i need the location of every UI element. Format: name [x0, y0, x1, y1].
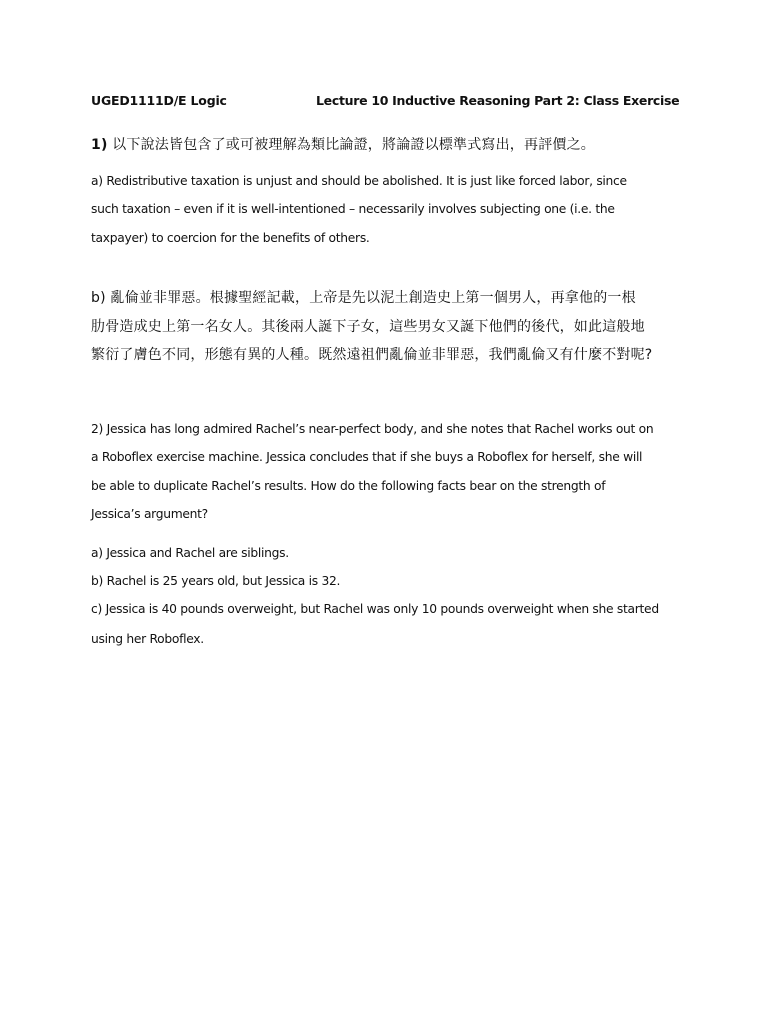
question-1-text: 以下說法皆包含了或可被理解為類比論證，將論證以標準式寫出，再評價之。: [112, 137, 596, 153]
question-2-line-2: a Roboflex exercise machine. Jessica concludes that if she buys a Roboflex for herself, she will: [91, 450, 643, 464]
document-header: [91, 93, 691, 113]
question-1-number: 1): [91, 137, 108, 153]
question-1a-line-2: such taxation – even if it is well-intentioned – necessarily involves subjecting one (i.e. the: [91, 202, 615, 216]
question-2-line-1: [91, 422, 653, 436]
question-1-prompt: [91, 134, 595, 154]
question-2b: b) Rachel is 25 years old, but Jessica is 32.: [91, 574, 341, 588]
question-1a-line-1: [91, 174, 627, 188]
question-2-line-3: be able to duplicate Rachel’s results. How do the following facts bear on the strength of: [91, 479, 606, 493]
question-1b-line-2: 肋骨造成史上第一名女人。其後兩人誕下子女，這些男女又誕下他們的後代，如此這般地: [91, 319, 645, 335]
question-1b-line-1: [91, 287, 636, 307]
question-1a-label: a): [91, 174, 103, 188]
question-2-line-4: Jessica’s argument?: [91, 507, 208, 521]
question-2a: a) Jessica and Rachel are siblings.: [91, 546, 289, 560]
question-1b-line-3: 繁衍了膚色不同，形態有異的人種。既然遠祖們亂倫並非罪惡，我們亂倫又有什麼不對呢?: [91, 347, 653, 363]
question-1b-label: b): [91, 290, 106, 306]
question-2-number: 2): [91, 422, 104, 436]
question-2c-line-1: c) Jessica is 40 pounds overweight, but Rachel was only 10 pounds overweight when she started: [91, 602, 659, 616]
lecture-title: Lecture 10 Inductive Reasoning Part 2: Class Exercise: [316, 93, 680, 108]
question-2c-line-2: using her Roboflex.: [91, 632, 204, 646]
question-1b-text: 亂倫並非罪惡。根據聖經記載，上帝是先以泥土創造史上第一個男人，再拿他的一根: [110, 290, 636, 306]
question-1a-line-3: taxpayer) to coercion for the benefits of others.: [91, 231, 370, 245]
course-code: UGED1111D/E Logic: [91, 93, 227, 108]
question-1a-text: Redistributive taxation is unjust and should be abolished. It is just like forced labor, since: [106, 174, 627, 188]
question-2-text: Jessica has long admired Rachel’s near-perfect body, and she notes that Rachel works out on: [106, 422, 654, 436]
